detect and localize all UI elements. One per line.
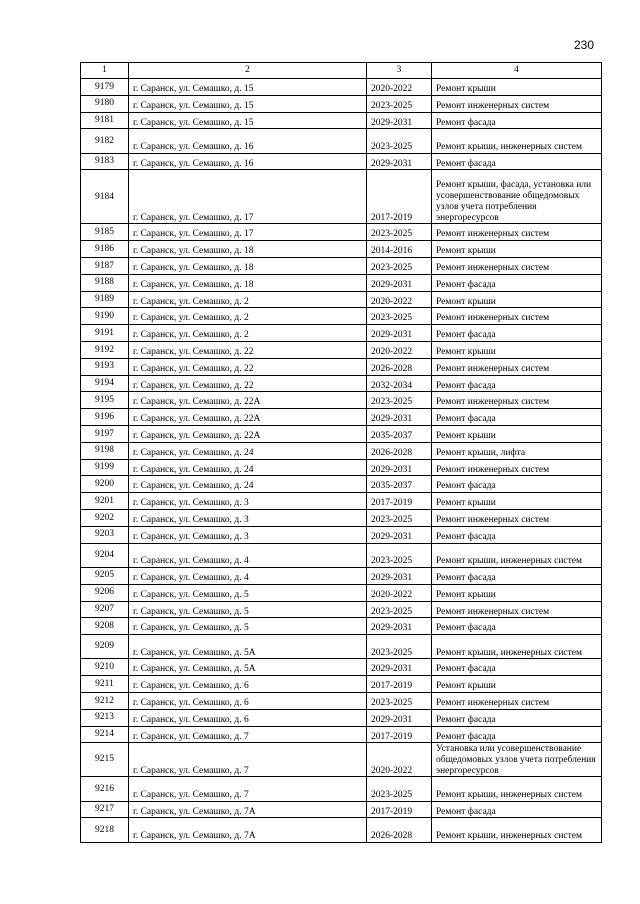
row-number-cell: 9209 xyxy=(81,635,129,659)
years-cell: 2023-2025 xyxy=(367,777,432,801)
row-number-cell: 9212 xyxy=(81,693,129,710)
address-cell: г. Саранск, ул. Семашко, д. 3 xyxy=(129,510,367,527)
address-cell: г. Саранск, ул. Семашко, д. 18 xyxy=(129,274,367,291)
work-type-cell: Ремонт крыши xyxy=(432,79,602,96)
table-row xyxy=(81,79,602,96)
row-number-cell: 9208 xyxy=(81,618,129,635)
page-number: 230 xyxy=(573,38,594,52)
years-cell: 2029-2031 xyxy=(367,459,432,476)
years-cell: 2023-2025 xyxy=(367,635,432,659)
address-cell: г. Саранск, ул. Семашко, д. 6 xyxy=(129,676,367,693)
years-cell: 2020-2022 xyxy=(367,743,432,777)
work-type-cell: Ремонт крыши, инженерных систем xyxy=(432,543,602,567)
address-cell: г. Саранск, ул. Семашко, д. 7 xyxy=(129,743,367,777)
table-row xyxy=(81,170,602,224)
work-type-cell: Ремонт инженерных систем xyxy=(432,459,602,476)
row-number-cell: 9186 xyxy=(81,241,129,258)
years-cell: 2017-2019 xyxy=(367,676,432,693)
table-row xyxy=(81,526,602,543)
row-number-cell: 9200 xyxy=(81,476,129,493)
row-number-cell: 9217 xyxy=(81,801,129,818)
work-type-cell: Ремонт инженерных систем xyxy=(432,308,602,325)
row-number-cell: 9179 xyxy=(81,79,129,96)
work-type-cell: Ремонт крыши, инженерных систем xyxy=(432,777,602,801)
address-cell: г. Саранск, ул. Семашко, д. 6 xyxy=(129,693,367,710)
table-row xyxy=(81,308,602,325)
work-type-cell: Ремонт крыши xyxy=(432,291,602,308)
row-number-cell: 9189 xyxy=(81,291,129,308)
table-row xyxy=(81,112,602,129)
address-cell: г. Саранск, ул. Семашко, д. 17 xyxy=(129,170,367,224)
address-cell: г. Саранск, ул. Семашко, д. 22А xyxy=(129,409,367,426)
years-cell: 2023-2025 xyxy=(367,543,432,567)
work-type-cell: Ремонт фасада xyxy=(432,801,602,818)
table-row xyxy=(81,291,602,308)
address-cell: г. Саранск, ул. Семашко, д. 18 xyxy=(129,258,367,275)
table-row xyxy=(81,426,602,443)
years-cell: 2029-2031 xyxy=(367,112,432,129)
row-number-cell: 9195 xyxy=(81,392,129,409)
address-cell: г. Саранск, ул. Семашко, д. 22 xyxy=(129,375,367,392)
years-cell: 2023-2025 xyxy=(367,392,432,409)
years-cell: 2017-2019 xyxy=(367,726,432,743)
address-cell: г. Саранск, ул. Семашко, д. 24 xyxy=(129,476,367,493)
row-number-cell: 9192 xyxy=(81,342,129,359)
work-type-cell: Ремонт фасада xyxy=(432,476,602,493)
address-cell: г. Саранск, ул. Семашко, д. 2 xyxy=(129,291,367,308)
work-type-cell: Ремонт фасада xyxy=(432,375,602,392)
address-cell: г. Саранск, ул. Семашко, д. 18 xyxy=(129,241,367,258)
row-number-cell: 9181 xyxy=(81,112,129,129)
work-type-cell: Ремонт инженерных систем xyxy=(432,95,602,112)
row-number-cell: 9205 xyxy=(81,567,129,584)
address-cell: г. Саранск, ул. Семашко, д. 3 xyxy=(129,493,367,510)
table-row xyxy=(81,510,602,527)
row-number-cell: 9193 xyxy=(81,358,129,375)
table-row xyxy=(81,743,602,777)
table-header-row xyxy=(81,63,602,79)
address-cell: г. Саранск, ул. Семашко, д. 7 xyxy=(129,726,367,743)
address-cell: г. Саранск, ул. Семашко, д. 4 xyxy=(129,567,367,584)
work-type-cell: Ремонт крыши xyxy=(432,493,602,510)
row-number-cell: 9182 xyxy=(81,129,129,153)
column-header-4: 4 xyxy=(432,63,602,79)
work-type-cell: Ремонт крыши xyxy=(432,426,602,443)
column-header-3: 3 xyxy=(367,63,432,79)
years-cell: 2017-2019 xyxy=(367,493,432,510)
table-row xyxy=(81,618,602,635)
row-number-cell: 9199 xyxy=(81,459,129,476)
work-type-cell: Ремонт крыши xyxy=(432,342,602,359)
work-type-cell: Ремонт фасада xyxy=(432,659,602,676)
table-row xyxy=(81,392,602,409)
years-cell: 2029-2031 xyxy=(367,325,432,342)
work-type-cell: Ремонт крыши xyxy=(432,584,602,601)
row-number-cell: 9204 xyxy=(81,543,129,567)
work-type-cell: Ремонт фасада xyxy=(432,726,602,743)
address-cell: г. Саранск, ул. Семашко, д. 5 xyxy=(129,601,367,618)
years-cell: 2023-2025 xyxy=(367,224,432,241)
table-row xyxy=(81,375,602,392)
row-number-cell: 9180 xyxy=(81,95,129,112)
address-cell: г. Саранск, ул. Семашко, д. 4 xyxy=(129,543,367,567)
row-number-cell: 9187 xyxy=(81,258,129,275)
table-row xyxy=(81,442,602,459)
table-row xyxy=(81,95,602,112)
table-row xyxy=(81,258,602,275)
row-number-cell: 9211 xyxy=(81,676,129,693)
address-cell: г. Саранск, ул. Семашко, д. 6 xyxy=(129,709,367,726)
address-cell: г. Саранск, ул. Семашко, д. 5 xyxy=(129,618,367,635)
row-number-cell: 9183 xyxy=(81,153,129,170)
years-cell: 2026-2028 xyxy=(367,818,432,842)
years-cell: 2026-2028 xyxy=(367,358,432,375)
work-type-cell: Ремонт крыши, инженерных систем xyxy=(432,818,602,842)
work-type-cell: Ремонт фасада xyxy=(432,325,602,342)
table-row xyxy=(81,153,602,170)
work-type-cell: Ремонт фасада xyxy=(432,567,602,584)
row-number-cell: 9214 xyxy=(81,726,129,743)
row-number-cell: 9185 xyxy=(81,224,129,241)
table-row xyxy=(81,709,602,726)
row-number-cell: 9191 xyxy=(81,325,129,342)
table-row xyxy=(81,801,602,818)
table-row xyxy=(81,726,602,743)
years-cell: 2023-2025 xyxy=(367,308,432,325)
address-cell: г. Саранск, ул. Семашко, д. 22А xyxy=(129,426,367,443)
address-cell: г. Саранск, ул. Семашко, д. 24 xyxy=(129,442,367,459)
address-cell: г. Саранск, ул. Семашко, д. 22А xyxy=(129,392,367,409)
years-cell: 2029-2031 xyxy=(367,409,432,426)
address-cell: г. Саранск, ул. Семашко, д. 16 xyxy=(129,129,367,153)
years-cell: 2017-2019 xyxy=(367,170,432,224)
work-type-cell: Ремонт крыши xyxy=(432,676,602,693)
years-cell: 2029-2031 xyxy=(367,618,432,635)
row-number-cell: 9196 xyxy=(81,409,129,426)
work-type-cell: Ремонт инженерных систем xyxy=(432,601,602,618)
years-cell: 2035-2037 xyxy=(367,426,432,443)
years-cell: 2029-2031 xyxy=(367,526,432,543)
address-cell: г. Саранск, ул. Семашко, д. 5А xyxy=(129,659,367,676)
years-cell: 2029-2031 xyxy=(367,274,432,291)
years-cell: 2023-2025 xyxy=(367,95,432,112)
row-number-cell: 9207 xyxy=(81,601,129,618)
years-cell: 2029-2031 xyxy=(367,567,432,584)
table-row xyxy=(81,567,602,584)
table-row xyxy=(81,342,602,359)
years-cell: 2026-2028 xyxy=(367,442,432,459)
table-row xyxy=(81,358,602,375)
years-cell: 2029-2031 xyxy=(367,659,432,676)
table-body xyxy=(81,79,602,843)
row-number-cell: 9215 xyxy=(81,743,129,777)
address-cell: г. Саранск, ул. Семашко, д. 16 xyxy=(129,153,367,170)
table-row xyxy=(81,476,602,493)
work-type-cell: Ремонт фасада xyxy=(432,153,602,170)
work-type-cell: Ремонт крыши xyxy=(432,241,602,258)
work-type-cell: Ремонт инженерных систем xyxy=(432,258,602,275)
table-row xyxy=(81,635,602,659)
work-type-cell: Ремонт крыши, инженерных систем xyxy=(432,129,602,153)
row-number-cell: 9202 xyxy=(81,510,129,527)
address-cell: г. Саранск, ул. Семашко, д. 3 xyxy=(129,526,367,543)
years-cell: 2032-2034 xyxy=(367,375,432,392)
address-cell: г. Саранск, ул. Семашко, д. 15 xyxy=(129,79,367,96)
years-cell: 2020-2022 xyxy=(367,342,432,359)
work-type-cell: Ремонт крыши, инженерных систем xyxy=(432,635,602,659)
row-number-cell: 9197 xyxy=(81,426,129,443)
table-row xyxy=(81,777,602,801)
table-row xyxy=(81,409,602,426)
work-type-cell: Ремонт инженерных систем xyxy=(432,510,602,527)
address-cell: г. Саранск, ул. Семашко, д. 5А xyxy=(129,635,367,659)
work-type-cell: Ремонт крыши, фасада, установка или усовершенствование общедомовых узлов учета потребления энергоресурсов xyxy=(432,170,602,224)
work-type-cell: Ремонт инженерных систем xyxy=(432,224,602,241)
table-row xyxy=(81,129,602,153)
table-row xyxy=(81,693,602,710)
repair-schedule-table xyxy=(80,62,602,843)
work-type-cell: Установка или усовершенствование общедомовых узлов учета потребления энергоресурсов xyxy=(432,743,602,777)
address-cell: г. Саранск, ул. Семашко, д. 5 xyxy=(129,584,367,601)
table-row xyxy=(81,224,602,241)
years-cell: 2023-2025 xyxy=(367,510,432,527)
years-cell: 2020-2022 xyxy=(367,584,432,601)
work-type-cell: Ремонт фасада xyxy=(432,709,602,726)
row-number-cell: 9201 xyxy=(81,493,129,510)
table-row xyxy=(81,493,602,510)
row-number-cell: 9216 xyxy=(81,777,129,801)
work-type-cell: Ремонт инженерных систем xyxy=(432,358,602,375)
years-cell: 2029-2031 xyxy=(367,153,432,170)
years-cell: 2029-2031 xyxy=(367,709,432,726)
row-number-cell: 9203 xyxy=(81,526,129,543)
column-header-2: 2 xyxy=(129,63,367,79)
row-number-cell: 9190 xyxy=(81,308,129,325)
column-header-1: 1 xyxy=(81,63,129,79)
address-cell: г. Саранск, ул. Семашко, д. 24 xyxy=(129,459,367,476)
address-cell: г. Саранск, ул. Семашко, д. 17 xyxy=(129,224,367,241)
table-row xyxy=(81,818,602,842)
years-cell: 2023-2025 xyxy=(367,129,432,153)
work-type-cell: Ремонт фасада xyxy=(432,274,602,291)
address-cell: г. Саранск, ул. Семашко, д. 2 xyxy=(129,308,367,325)
table-row xyxy=(81,601,602,618)
table-row xyxy=(81,274,602,291)
years-cell: 2023-2025 xyxy=(367,258,432,275)
address-cell: г. Саранск, ул. Семашко, д. 22 xyxy=(129,342,367,359)
years-cell: 2023-2025 xyxy=(367,601,432,618)
work-type-cell: Ремонт фасада xyxy=(432,526,602,543)
row-number-cell: 9206 xyxy=(81,584,129,601)
table-row xyxy=(81,543,602,567)
row-number-cell: 9198 xyxy=(81,442,129,459)
work-type-cell: Ремонт фасада xyxy=(432,618,602,635)
years-cell: 2023-2025 xyxy=(367,693,432,710)
table-row xyxy=(81,459,602,476)
row-number-cell: 9210 xyxy=(81,659,129,676)
work-type-cell: Ремонт инженерных систем xyxy=(432,392,602,409)
years-cell: 2017-2019 xyxy=(367,801,432,818)
row-number-cell: 9184 xyxy=(81,170,129,224)
row-number-cell: 9218 xyxy=(81,818,129,842)
address-cell: г. Саранск, ул. Семашко, д. 15 xyxy=(129,112,367,129)
address-cell: г. Саранск, ул. Семашко, д. 7 xyxy=(129,777,367,801)
row-number-cell: 9194 xyxy=(81,375,129,392)
table-row xyxy=(81,659,602,676)
address-cell: г. Саранск, ул. Семашко, д. 15 xyxy=(129,95,367,112)
address-cell: г. Саранск, ул. Семашко, д. 22 xyxy=(129,358,367,375)
work-type-cell: Ремонт фасада xyxy=(432,409,602,426)
row-number-cell: 9188 xyxy=(81,274,129,291)
row-number-cell: 9213 xyxy=(81,709,129,726)
years-cell: 2014-2016 xyxy=(367,241,432,258)
years-cell: 2035-2037 xyxy=(367,476,432,493)
address-cell: г. Саранск, ул. Семашко, д. 7А xyxy=(129,801,367,818)
address-cell: г. Саранск, ул. Семашко, д. 2 xyxy=(129,325,367,342)
table-row xyxy=(81,325,602,342)
table-row xyxy=(81,584,602,601)
work-type-cell: Ремонт фасада xyxy=(432,112,602,129)
years-cell: 2020-2022 xyxy=(367,79,432,96)
work-type-cell: Ремонт инженерных систем xyxy=(432,693,602,710)
work-type-cell: Ремонт крыши, лифта xyxy=(432,442,602,459)
table-row xyxy=(81,241,602,258)
table-row xyxy=(81,676,602,693)
years-cell: 2020-2022 xyxy=(367,291,432,308)
address-cell: г. Саранск, ул. Семашко, д. 7А xyxy=(129,818,367,842)
